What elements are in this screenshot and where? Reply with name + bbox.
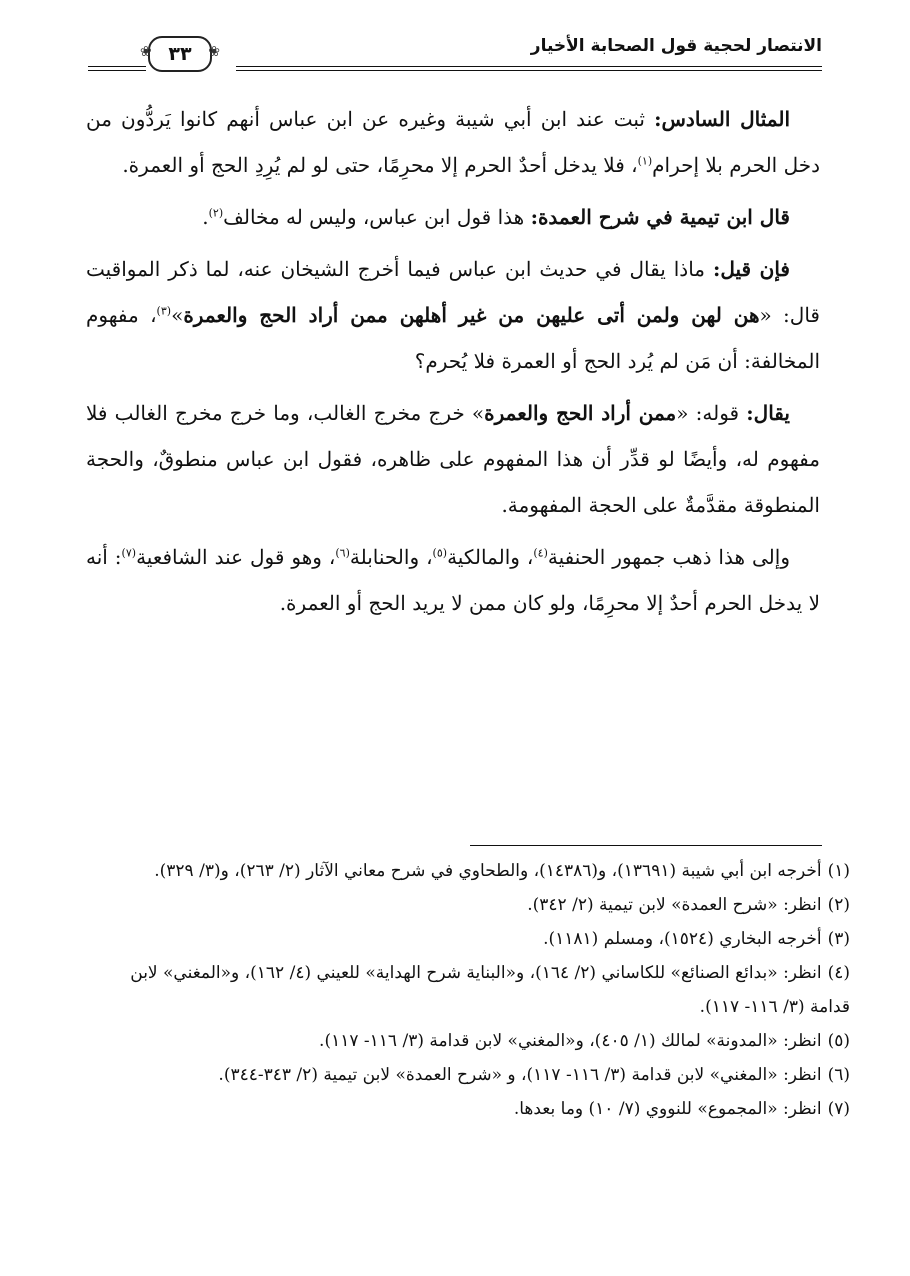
footnote: [86, 1058, 850, 1092]
page-number-ornament: [148, 36, 212, 72]
paragraph-text: وإلى هذا ذهب جمهور الحنفية: [547, 545, 790, 569]
footnote-number: (٤): [827, 963, 850, 983]
footnote-number: (٢): [827, 895, 850, 915]
paragraph-text: ، فلا يدخل أحدٌ الحرم إلا محرِمًا، حتى لو لم يُرِدِ الحج أو العمرة.: [122, 153, 638, 177]
hadith-quote: ممن أراد الحج والعمرة: [484, 401, 677, 425]
footnote-marker: (٤): [533, 546, 548, 560]
paragraph: [86, 246, 820, 384]
paragraph-text: : أنه لا يدخل الحرم أحدٌ إلا محرِمًا، ولو كان ممن لا يريد الحج أو العمرة.: [86, 545, 820, 615]
main-text: [86, 96, 820, 632]
footnote-marker: (٢): [208, 206, 224, 220]
page-header: [88, 30, 822, 80]
footnote-number: (٦): [827, 1065, 850, 1085]
paragraph: [86, 96, 820, 188]
paragraph-lead: يقال:: [746, 401, 790, 425]
footnote-number: (٧): [827, 1099, 850, 1119]
paragraph-text: هذا قول ابن عباس، وليس له مخالف: [223, 205, 531, 229]
header-rule-left: [88, 66, 146, 67]
header-rule-left: [88, 70, 146, 71]
footnote-text: انظر: «بدائع الصنائع» للكاساني (٢/ ١٦٤)، و«البناية شرح الهداية» للعيني (٤/ ١٦٢)، و«المغني» لابن قدامة (٣/ ١١٦- ١١٧).: [130, 963, 850, 1017]
footnote-marker: (٥): [432, 546, 448, 560]
paragraph-lead: المثال السادس:: [654, 107, 790, 131]
header-rule: [236, 70, 822, 71]
running-title: الانتصار لحجية قول الصحابة الأخيار: [530, 36, 822, 56]
footnote: [86, 922, 850, 956]
footnote: [86, 956, 850, 1024]
paragraph-lead: فإن قيل:: [712, 257, 790, 281]
footnote-text: انظر: «المدونة» لمالك (١/ ٤٠٥)، و«المغني» لابن قدامة (٣/ ١١٦- ١١٧).: [319, 1031, 822, 1051]
footnote-text: انظر: «المجموع» للنووي (٧/ ١٠) وما بعدها.: [513, 1099, 822, 1119]
paragraph: [86, 194, 820, 240]
footnote-text: أخرجه ابن أبي شيبة (١٣٦٩١)، و(١٤٣٨٦)، والطحاوي في شرح معاني الآثار (٢/ ٢٦٣)، و(٣/ ٣٢٩).: [154, 861, 822, 881]
footnote-marker: (١): [637, 154, 653, 168]
paragraph: [86, 390, 820, 528]
footnote-number: (٣): [827, 929, 850, 949]
footnote: [86, 1024, 850, 1058]
footnotes: [86, 854, 850, 1126]
page-number: ❀ ٣٣: [168, 43, 192, 65]
paragraph-text: ثبت عند ابن أبي شيبة وغيره عن ابن عباس أنهم كانوا يَردُّون من دخل الحرم بلا إحرام: [86, 107, 820, 177]
paragraph-text: ، وهو قول عند الشافعية: [136, 545, 336, 569]
footnote: [86, 888, 850, 922]
footnote: [86, 1092, 850, 1126]
paragraph-text: ماذا يقال في حديث ابن عباس فيما أخرج الشيخان عنه، لما ذكر المواقيت قال: «: [86, 257, 820, 327]
footnote-marker: (٧): [121, 546, 137, 560]
footnote-marker: (٦): [335, 546, 350, 560]
footnote-number: (٥): [827, 1031, 850, 1051]
footnote: [86, 854, 850, 888]
paragraph-lead: قال ابن تيمية في شرح العمدة:: [530, 205, 790, 229]
paragraph-text: قوله: «: [676, 401, 747, 425]
footnote-text: أخرجه البخاري (١٥٢٤)، ومسلم (١١٨١).: [543, 929, 822, 949]
footnote-text: انظر: «شرح العمدة» لابن تيمية (٢/ ٣٤٢).: [527, 895, 822, 915]
paragraph-text: .: [202, 205, 209, 229]
footnote-separator: [470, 845, 822, 846]
paragraph-text: ، مفهوم المخالفة: أن مَن لم يُرد الحج أو العمرة فلا يُحرم؟: [86, 303, 820, 373]
paragraph-text: ، والحنابلة: [349, 545, 433, 569]
footnote-marker: (٣): [156, 304, 172, 318]
hadith-quote: هن لهن ولمن أتى عليهن من غير أهلهن ممن أراد الحج والعمرة: [183, 303, 760, 327]
paragraph-text: » خرج مخرج الغالب، وما خرج مخرج الغالب فلا مفهوم له، وأيضًا لو قدِّر أن هذا المفهوم على ظاهره، فقول ابن عباس منطوقٌ، والحجة المنطوقة مقدَّمةٌ على الحجة المفهومة.: [86, 401, 820, 517]
footnote-number: (١): [827, 861, 850, 881]
footnote-text: انظر: «المغني» لابن قدامة (٣/ ١١٦- ١١٧)، و «شرح العمدة» لابن تيمية (٢/ ٣٤٣-٣٤٤).: [218, 1065, 822, 1085]
header-rule: [236, 66, 822, 67]
paragraph: [86, 534, 820, 626]
paragraph-text: »: [171, 303, 184, 327]
paragraph-text: ، والمالكية: [447, 545, 534, 569]
